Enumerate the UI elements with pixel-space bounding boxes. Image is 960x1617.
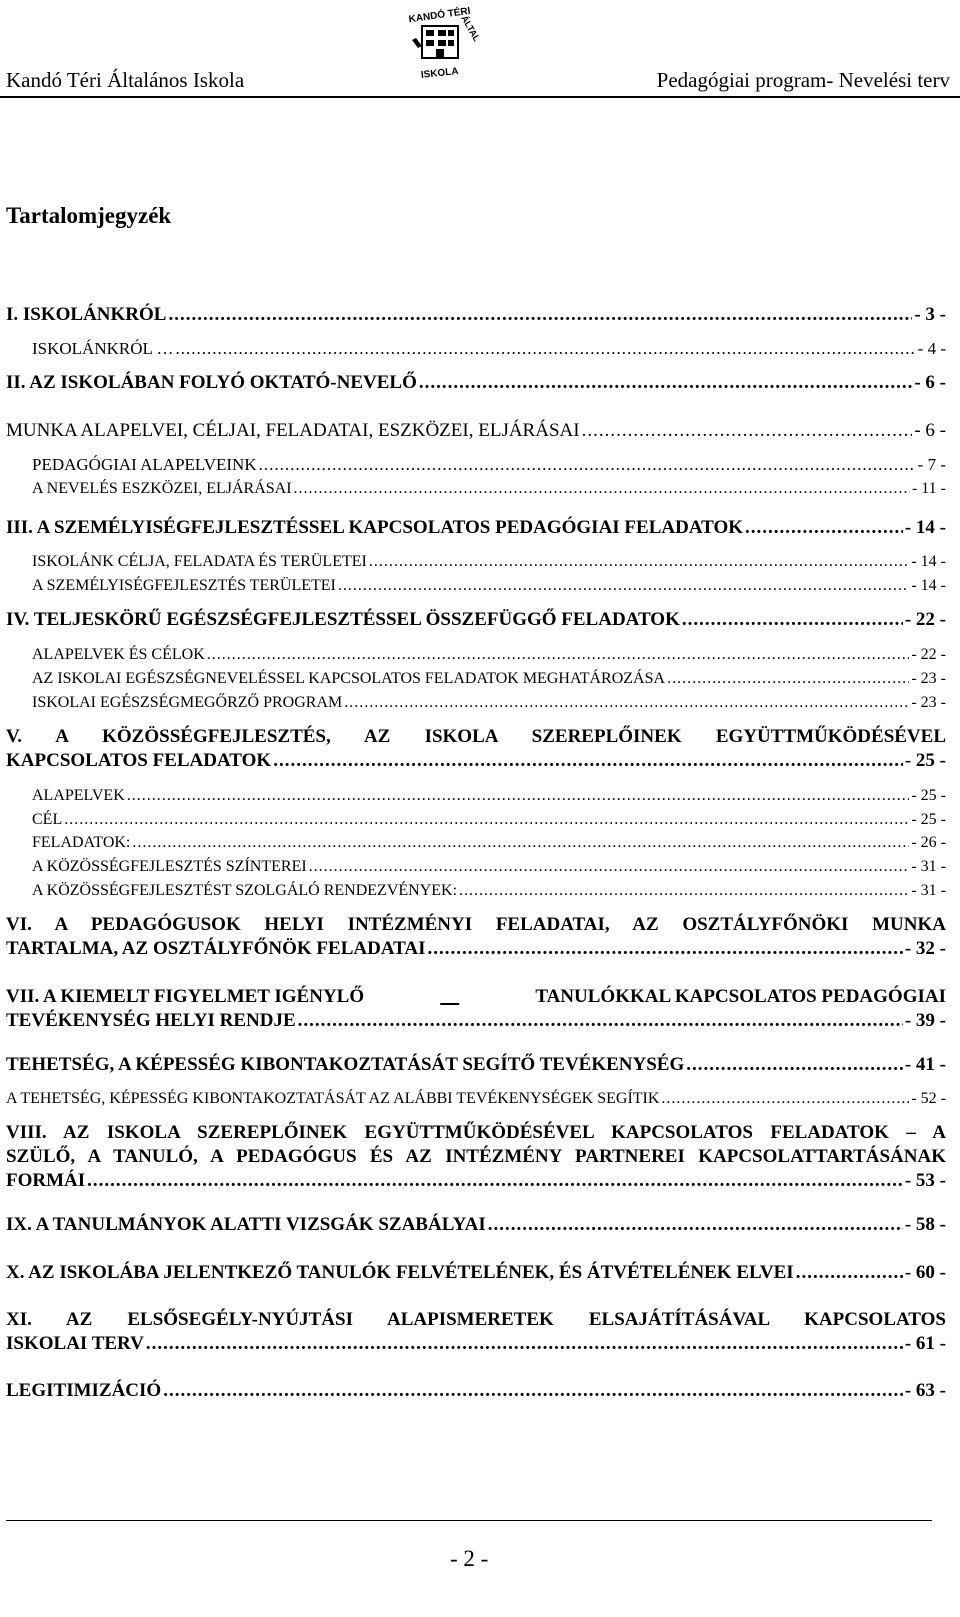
toc-entry-line1: VIII. AZ ISKOLA SZEREPLŐINEK EGYÜTTMŰKÖDÉSÉVEL KAPCSOLATOS FELADATOK – A bbox=[6, 1122, 946, 1143]
toc-title: Tartalomjegyzék bbox=[6, 203, 172, 228]
toc-entry-line1a: VII. A KIEMELT FIGYELMET IGÉNYLŐ bbox=[6, 986, 365, 1007]
toc-entry[interactable]: A SZEMÉLYISÉGFEJLESZTÉS TERÜLETEI ..... - 14 - bbox=[32, 574, 946, 598]
toc-entry[interactable]: LEGITIMIZÁCIÓ ..... - 63 - bbox=[6, 1379, 946, 1403]
toc-entry[interactable]: CÉL ..... - 25 - bbox=[32, 808, 946, 832]
toc-entry-line2: SZÜLŐ, A TANULÓ, A PEDAGÓGUS ÉS AZ INTÉZMÉNY PARTNEREI KAPCSOLATTARTÁSÁNAK bbox=[6, 1146, 946, 1167]
toc-entry[interactable]: A KÖZÖSSÉGFEJLESZTÉS SZÍNTEREI ..... - 31 - bbox=[32, 855, 946, 879]
school-logo bbox=[392, 0, 488, 84]
header-divider bbox=[0, 96, 960, 98]
toc-entry-line1: VI. A PEDAGÓGUSOK HELYI INTÉZMÉNYI FELADATAI, AZ OSZTÁLYFŐNÖKI MUNKA bbox=[6, 914, 946, 935]
toc-entry[interactable]: AZ ISKOLAI EGÉSZSÉGNEVELÉSSEL KAPCSOLATOS FELADATOK MEGHATÁROZÁSA ..... - 23 - bbox=[32, 667, 946, 691]
toc-entry[interactable]: V. A KÖZÖSSÉGFEJLESZTÉS, AZ ISKOLA SZEREPLŐINEK EGYÜTTMŰKÖDÉSÉVEL KAPCSOLATOS FELADATOK ..... - 25 - bbox=[6, 725, 946, 773]
svg-text:ISKOLA: ISKOLA bbox=[420, 66, 460, 81]
toc-entry[interactable]: ISKOLAI EGÉSZSÉGMEGŐRZŐ PROGRAM ..... - 23 - bbox=[32, 691, 946, 715]
page-header bbox=[0, 0, 960, 110]
toc-entry[interactable]: ISKOLÁNK CÉLJA, FELADATA ÉS TERÜLETEI ..... - 14 - bbox=[32, 550, 946, 574]
toc-entry[interactable]: XI. AZ ELSŐSEGÉLY-NYÚJTÁSI ALAPISMERETEK ELSAJÁTÍTÁSÁVAL KAPCSOLATOS ISKOLAI TERV ..... - 61 - bbox=[6, 1308, 946, 1356]
toc-entry-line1b: TANULÓKKAL KAPCSOLATOS PEDAGÓGIAI bbox=[535, 986, 946, 1007]
svg-text:ÁLTAL: ÁLTAL bbox=[459, 13, 482, 44]
toc-entry[interactable]: VIII. AZ ISKOLA SZEREPLŐINEK EGYÜTTMŰKÖDÉSÉVEL KAPCSOLATOS FELADATOK – A SZÜLŐ, A TANULÓ, A PEDAGÓGUS ÉS AZ INTÉZMÉNY PARTNEREI KAPCSOLATTARTÁSÁNAK FORMÁI ..... - 53 - bbox=[6, 1121, 946, 1193]
toc-entry[interactable]: I. ISKOLÁNKRÓL ..... - 3 - bbox=[6, 303, 946, 327]
footer-divider bbox=[6, 1520, 932, 1521]
toc-entry[interactable]: A NEVELÉS ESZKÖZEI, ELJÁRÁSAI ..... - 11 - bbox=[32, 477, 946, 501]
toc-entry[interactable]: MUNKA ALAPELVEI, CÉLJAI, FELADATAI, ESZKÖZEI, ELJÁRÁSAI ..... - 6 - bbox=[6, 419, 946, 443]
svg-text:KANDÓ TÉRI: KANDÓ TÉRI bbox=[408, 5, 472, 26]
toc-entry[interactable]: II. AZ ISKOLÁBAN FOLYÓ OKTATÓ-NEVELŐ ..... - 6 - bbox=[6, 371, 946, 395]
toc-entry[interactable]: III. A SZEMÉLYISÉGFEJLESZTÉSSEL KAPCSOLATOS PEDAGÓGIAI FELADATOK ..... - 14 - bbox=[6, 516, 946, 540]
toc-entry[interactable]: VII. A KIEMELT FIGYELMET IGÉNYLŐ TANULÓKKAL KAPCSOLATOS PEDAGÓGIAI TEVÉKENYSÉG HELYI RENDJE ..... - 39 - bbox=[6, 985, 946, 1033]
toc-entry[interactable]: IX. A TANULMÁNYOK ALATTI VIZSGÁK SZABÁLYAI ..... - 58 - bbox=[6, 1213, 946, 1237]
toc-entry[interactable]: ALAPELVEK ÉS CÉLOK ..... - 22 - bbox=[32, 643, 946, 667]
toc-entry[interactable]: ALAPELVEK ..... - 25 - bbox=[32, 784, 946, 808]
header-school-name: Kandó Téri Általános Iskola bbox=[6, 68, 245, 92]
toc-entry[interactable]: A KÖZÖSSÉGFEJLESZTÉST SZOLGÁLÓ RENDEZVÉNYEK: ..... - 31 - bbox=[32, 879, 946, 903]
toc-entry[interactable]: FELADATOK: ..... - 26 - bbox=[32, 831, 946, 855]
toc-entry[interactable]: IV. TELJESKÖRŰ EGÉSZSÉGFEJLESZTÉSSEL ÖSSZEFÜGGŐ FELADATOK ..... - 22 - bbox=[6, 608, 946, 632]
toc-entry[interactable]: X. AZ ISKOLÁBA JELENTKEZŐ TANULÓK FELVÉTELÉNEK, ÉS ÁTVÉTELÉNEK ELVEI ..... - 60 - bbox=[6, 1261, 946, 1285]
toc-entry[interactable]: ISKOLÁNKRÓL … ..... - 4 - bbox=[32, 337, 946, 361]
header-document-title: Pedagógiai program- Nevelési terv bbox=[656, 68, 950, 92]
underlined-gap bbox=[440, 985, 459, 1009]
toc-entry[interactable]: PEDAGÓGIAI ALAPELVEINK ..... - 7 - bbox=[32, 453, 946, 477]
toc-entry-line1: V. A KÖZÖSSÉGFEJLESZTÉS, AZ ISKOLA SZEREPLŐINEK EGYÜTTMŰKÖDÉSÉVEL bbox=[6, 726, 946, 747]
toc-entry[interactable]: TEHETSÉG, A KÉPESSÉG KIBONTAKOZTATÁSÁT SEGÍTŐ TEVÉKENYSÉG ..... - 41 - bbox=[6, 1053, 946, 1077]
toc-entry-line1: XI. AZ ELSŐSEGÉLY-NYÚJTÁSI ALAPISMERETEK ELSAJÁTÍTÁSÁVAL KAPCSOLATOS bbox=[6, 1309, 946, 1330]
toc-entry[interactable]: VI. A PEDAGÓGUSOK HELYI INTÉZMÉNYI FELADATAI, AZ OSZTÁLYFŐNÖKI MUNKA TARTALMA, AZ OSZTÁLYFŐNÖK FELADATAI ..... - 32 - bbox=[6, 913, 946, 961]
page-number: - 2 - bbox=[450, 1546, 489, 1571]
toc-entry[interactable]: A TEHETSÉG, KÉPESSÉG KIBONTAKOZTATÁSÁT AZ ALÁBBI TEVÉKENYSÉGEK SEGÍTIK ..... - 52 - bbox=[6, 1087, 946, 1111]
